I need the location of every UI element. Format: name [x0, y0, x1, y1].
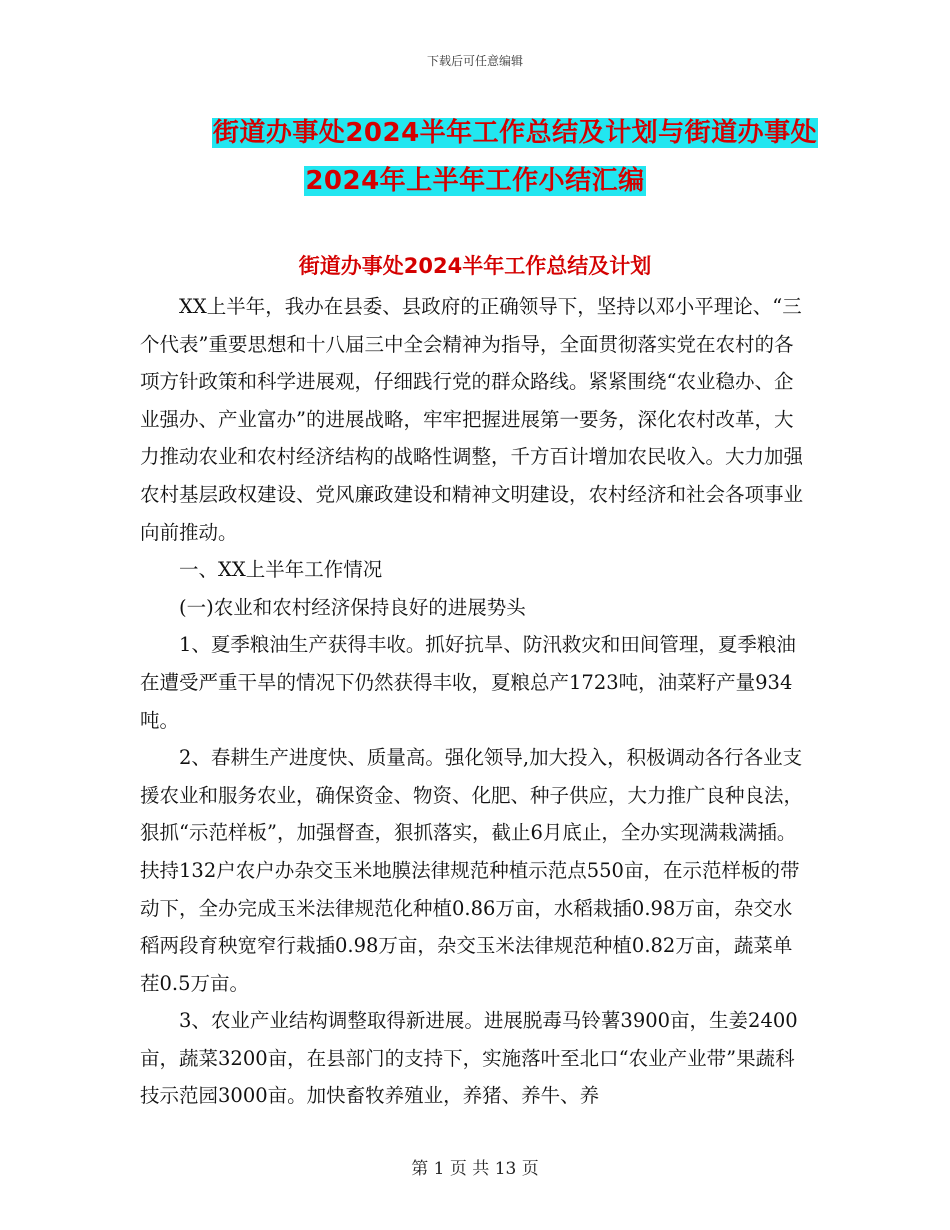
- paragraph-item-1: 1、夏季粮油生产获得丰收。抓好抗旱、防汛救灾和田间管理，夏季粮油在遭受严重干旱的情况下仍然获得丰收，夏粮总产1723吨，油菜籽产量934吨。: [140, 633, 796, 732]
- document-title-line-1-text: 街道办事处2024半年工作总结及计划与街道办事处: [212, 118, 818, 148]
- document-title-line-2-text: 2024年上半年工作小结汇编: [305, 166, 645, 196]
- page-header-note: 下载后可任意编辑: [426, 54, 523, 68]
- section-title: 街道办事处2024半年工作总结及计划: [298, 254, 652, 278]
- paragraph-item-3: 3、农业产业结构调整取得新进展。进展脱毒马铃薯3900亩，生姜2400亩，蔬菜3200亩，在县部门的支持下，实施落叶至北口“农业产业带”果蔬科技示范园3000亩。加快畜牧养殖业，养猪、养牛、养: [140, 1009, 798, 1108]
- document-body: [140, 288, 805, 1115]
- subheading-agriculture: (一)农业和农村经济保持良好的进展势头: [179, 595, 526, 619]
- paragraph-item-2: 2、春耕生产进度快、质量高。强化领导,加大投入，积极调动各行各业支援农业和服务农业，确保资金、物资、化肥、种子供应，大力推广良种良法，狠抓“示范样板”，加强督查，狠抓落实，截止6月底止，全办实现满栽满插。扶持132户农户办杂交玉米地膜法律规范种植示范点550亩，在示范样板的带动下，全办完成玉米法律规范化种植0.86万亩，水稻栽插0.98万亩，杂交水稻两段育秧宽窄行栽插0.98万亩，杂交玉米法律规范种植0.82万亩，蔬菜单茬0.5万亩。: [140, 746, 804, 995]
- document-title-line-2: [0, 160, 950, 197]
- paragraph-intro: XX上半年，我办在县委、县政府的正确领导下，坚持以邓小平理论、“三个代表”重要思想和十八届三中全会精神为指导，全面贯彻落实党在农村的各项方针政策和科学进展观，仔细践行党的群众路线。紧紧围绕“农业稳办、企业强办、产业富办”的进展战略，牢牢把握进展第一要务，深化农村改革，大力推动农业和农村经济结构的战略性调整，千方百计增加农民收入。大力加强农村基层政权建设、党风廉政建设和精神文明建设，农村经济和社会各项事业向前推动。: [140, 295, 804, 544]
- document-title-line-1: [40, 112, 950, 149]
- heading-part-one: 一、XX上半年工作情况: [179, 558, 383, 582]
- page-number-footer: 第 1 页 共 13 页: [411, 1159, 539, 1179]
